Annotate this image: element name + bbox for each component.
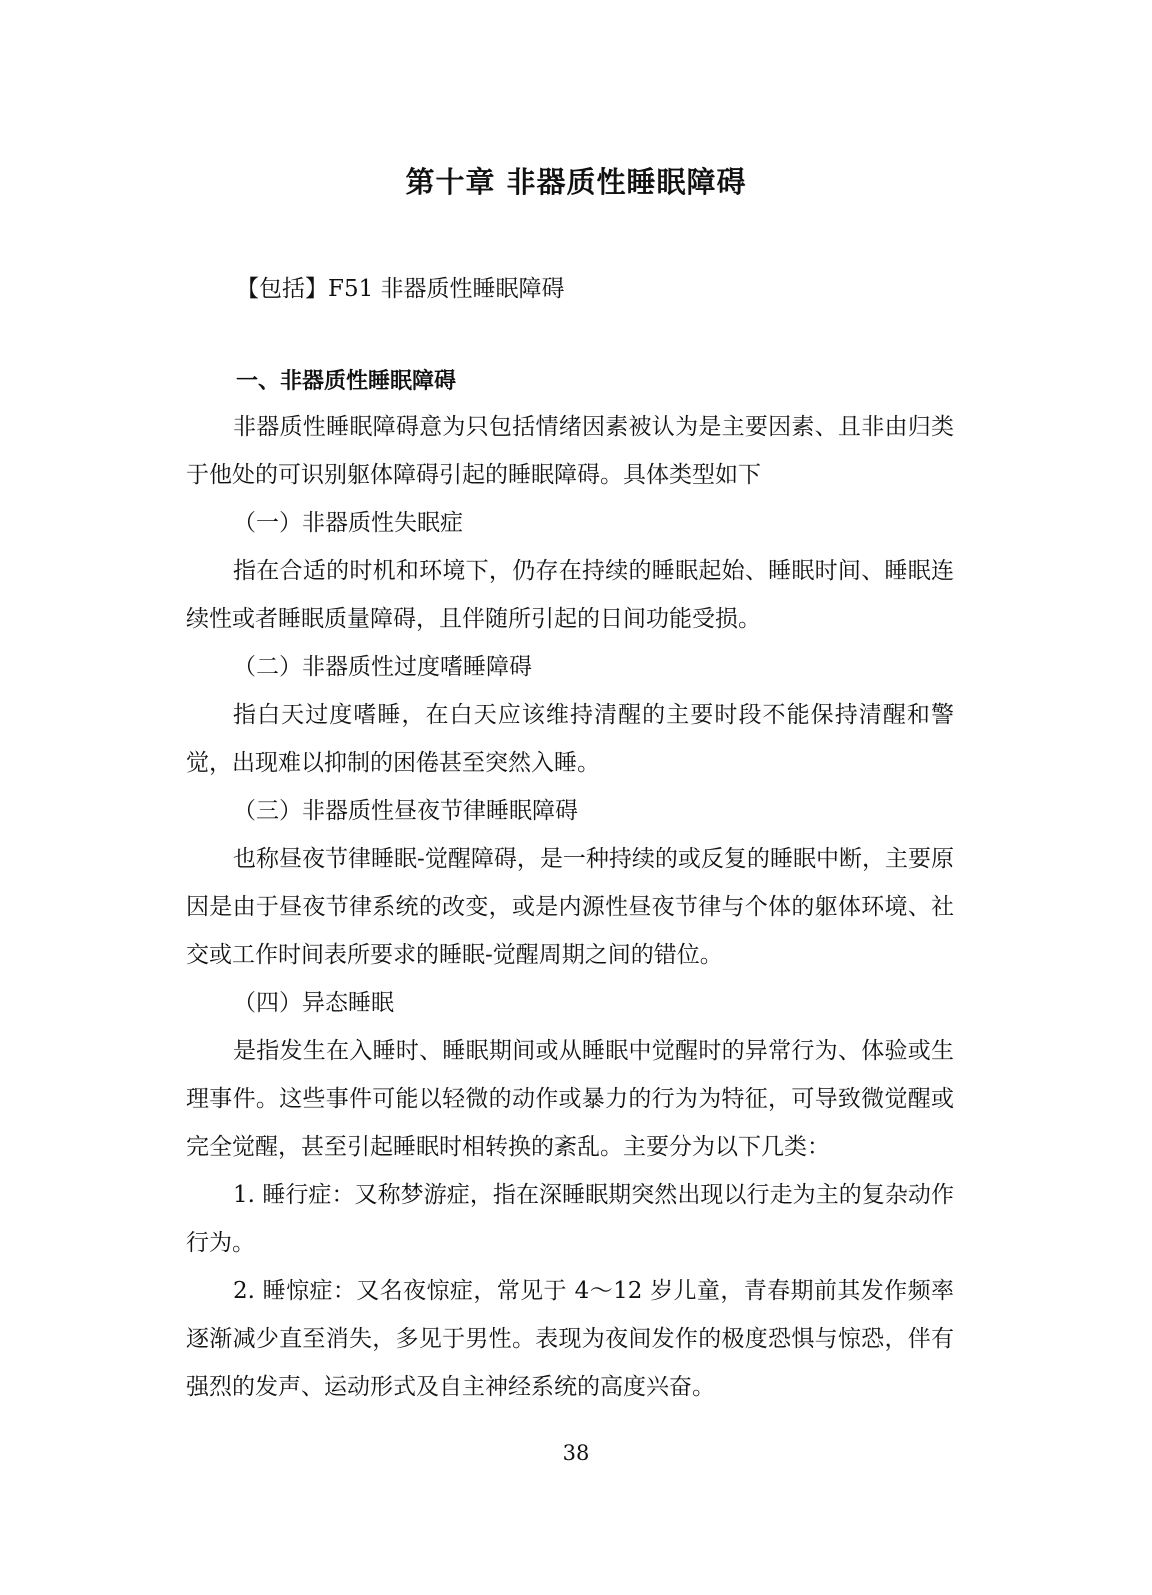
list-item: 1. 睡行症：又称梦游症，指在深睡眠期突然出现以行走为主的复杂动作行为。 xyxy=(186,1182,954,1256)
include-line: 【包括】F51 非器质性睡眠障碍 xyxy=(236,276,565,302)
subheading: （一）非器质性失眠症 xyxy=(233,510,463,536)
body-text xyxy=(186,403,954,1411)
list-item: 2. 睡惊症：又名夜惊症，常见于 4～12 岁儿童，青春期前其发作频率逐渐减少直至消失，多见于男性。表现为夜间发作的极度恐惧与惊恐，伴有强烈的发声、运动形式及自主神经系统的高度兴奋。 xyxy=(186,1278,954,1400)
chapter-title: 第十章 非器质性睡眠障碍 xyxy=(405,165,747,199)
subheading: （二）非器质性过度嗜睡障碍 xyxy=(233,654,532,680)
paragraph: 也称昼夜节律睡眠-觉醒障碍，是一种持续的或反复的睡眠中断，主要原因是由于昼夜节律系统的改变，或是内源性昼夜节律与个体的躯体环境、社交或工作时间表所要求的睡眠-觉醒周期之间的错位。 xyxy=(186,846,954,968)
paragraph: 指白天过度嗜睡，在白天应该维持清醒的主要时段不能保持清醒和警觉，出现难以抑制的困倦甚至突然入睡。 xyxy=(186,702,954,776)
paragraph: 是指发生在入睡时、睡眠期间或从睡眠中觉醒时的异常行为、体验或生理事件。这些事件可能以轻微的动作或暴力的行为为特征，可导致微觉醒或完全觉醒，甚至引起睡眠时相转换的紊乱。主要分为以下几类： xyxy=(186,1038,954,1160)
page-number: 38 xyxy=(562,1441,590,1465)
section-heading: 一、非器质性睡眠障碍 xyxy=(236,369,457,394)
paragraph: 指在合适的时机和环境下，仍存在持续的睡眠起始、睡眠时间、睡眠连续性或者睡眠质量障碍，且伴随所引起的日间功能受损。 xyxy=(186,558,954,632)
subheading: （四）异态睡眠 xyxy=(233,990,394,1016)
paragraph: 非器质性睡眠障碍意为只包括情绪因素被认为是主要因素、且非由归类于他处的可识别躯体障碍引起的睡眠障碍。具体类型如下 xyxy=(186,414,954,488)
subheading: （三）非器质性昼夜节律睡眠障碍 xyxy=(233,798,578,824)
